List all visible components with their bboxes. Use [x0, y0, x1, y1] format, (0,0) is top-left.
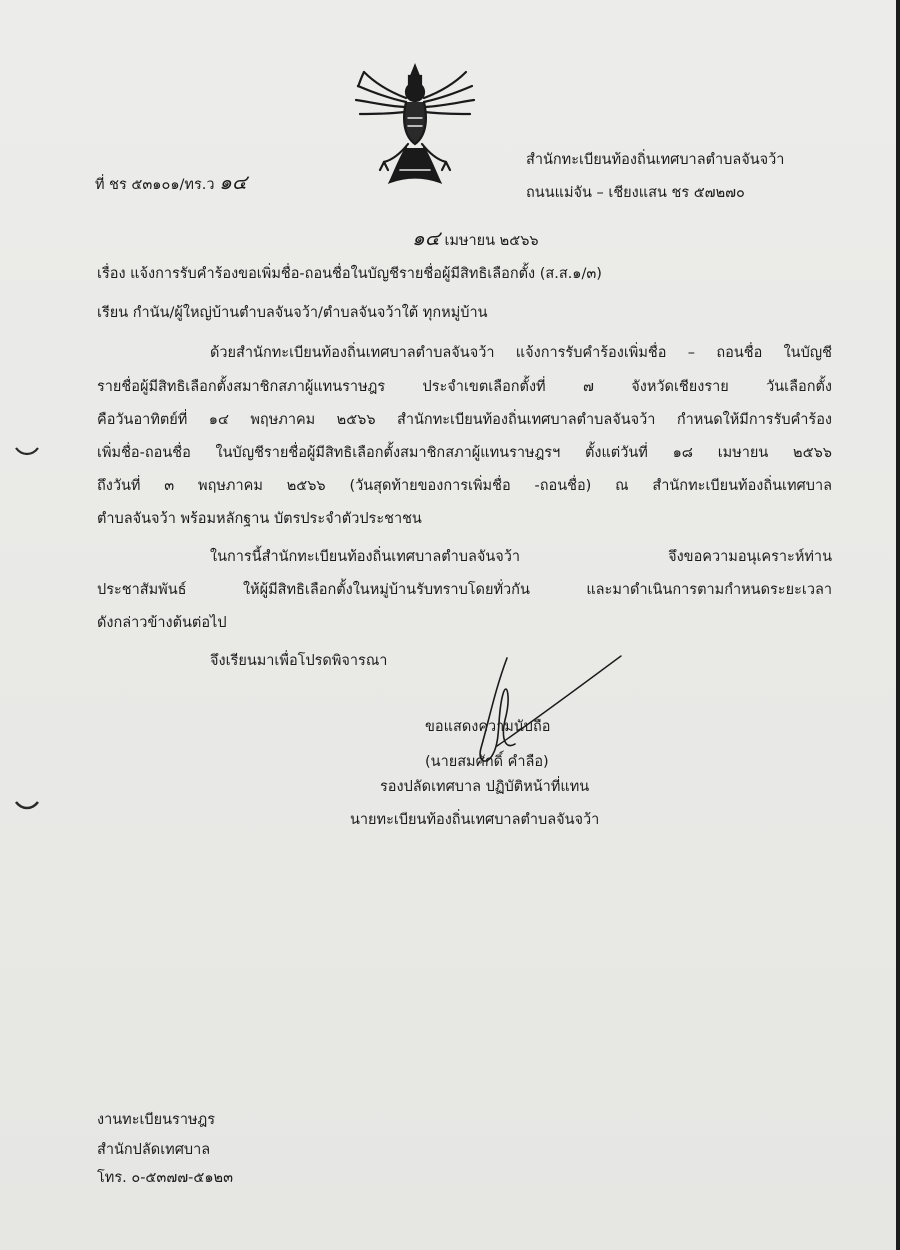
office-address: ถนนแม่จัน – เชียงแสน ชร ๕๗๒๗๐: [526, 185, 745, 201]
document-number-handwritten: ๑๔: [219, 170, 247, 194]
paragraph-2-line-3: ดังกล่าวข้างต้นต่อไป: [97, 615, 227, 631]
paragraph-2-line-1: ในการนี้สำนักทะเบียนท้องถิ่นเทศบาลตำบลจันจว้า จึงขอความอนุเคราะห์ท่าน: [210, 549, 832, 565]
salutation: ขอแสดงความนับถือ: [425, 719, 551, 735]
footer-department: งานทะเบียนราษฎร: [97, 1112, 216, 1128]
signatory-position-1: รองปลัดเทศบาล ปฏิบัติหน้าที่แทน: [380, 779, 590, 795]
paragraph-1-line-3: คือวันอาทิตย์ที่ ๑๔ พฤษภาคม ๒๕๖๖ สำนักทะเบียนท้องถิ่นเทศบาลตำบลจันจว้า กำหนดให้มีการรับคำร้อง: [97, 412, 832, 428]
subject-line: เรื่อง แจ้งการรับคำร้องขอเพิ่มชื่อ-ถอนชื่อในบัญชีรายชื่อผู้มีสิทธิเลือกตั้ง (ส.ส.๑/๓): [97, 266, 602, 282]
garuda-emblem-icon: [350, 62, 480, 190]
footer-office: สำนักปลัดเทศบาล: [97, 1142, 211, 1158]
signatory-name: (นายสมศักดิ์ คำลือ): [425, 754, 549, 770]
footer-phone: โทร. ๐-๕๓๗๗-๕๑๒๓: [97, 1170, 234, 1186]
document-number: ที่ ชร ๕๓๑๐๑/ทร.ว ๑๔: [95, 170, 247, 194]
paragraph-1-line-2: รายชื่อผู้มีสิทธิเลือกตั้งสมาชิกสภาผู้แทนราษฎร ประจำเขตเลือกตั้งที่ ๗ จังหวัดเชียงราย วันเลือกตั้ง: [97, 379, 832, 395]
scan-mark-icon: [12, 796, 42, 816]
closing-request: จึงเรียนมาเพื่อโปรดพิจารณา: [210, 653, 388, 669]
paragraph-1-line-5: ถึงวันที่ ๓ พฤษภาคม ๒๕๖๖ (วันสุดท้ายของการเพิ่มชื่อ -ถอนชื่อ) ณ สำนักทะเบียนท้องถิ่นเทศบาล: [97, 478, 832, 494]
letter-date: ๑๔ เมษายน ๒๕๖๖: [412, 226, 539, 250]
paragraph-2-line-2: ประชาสัมพันธ์ ให้ผู้มีสิทธิเลือกตั้งในหมู่บ้านรับทราบโดยทั่วกัน และมาดำเนินการตามกำหนดระยะเวลา: [97, 582, 832, 598]
date-day-handwritten: ๑๔: [412, 226, 440, 250]
office-name: สำนักทะเบียนท้องถิ่นเทศบาลตำบลจันจว้า: [526, 152, 785, 168]
paragraph-1-line-4: เพิ่มชื่อ-ถอนชื่อ ในบัญชีรายชื่อผู้มีสิทธิเลือกตั้งสมาชิกสภาผู้แทนราษฎรฯ ตั้งแต่วันที่ ๑๘ เมษายน ๒๕๖๖: [97, 445, 832, 461]
scan-edge: [896, 0, 900, 1250]
paragraph-1-line-1: ด้วยสำนักทะเบียนท้องถิ่นเทศบาลตำบลจันจว้า แจ้งการรับคำร้องเพิ่มชื่อ – ถอนชื่อ ในบัญชี: [210, 345, 832, 361]
signatory-position-2: นายทะเบียนท้องถิ่นเทศบาลตำบลจันจว้า: [350, 812, 600, 828]
recipient-line: เรียน กำนัน/ผู้ใหญ่บ้านตำบลจันจว้า/ตำบลจันจว้าใต้ ทุกหมู่บ้าน: [97, 305, 488, 321]
paragraph-1-line-6: ตำบลจันจว้า พร้อมหลักฐาน บัตรประจำตัวประชาชน: [97, 511, 422, 527]
scan-mark-icon: [12, 440, 42, 460]
